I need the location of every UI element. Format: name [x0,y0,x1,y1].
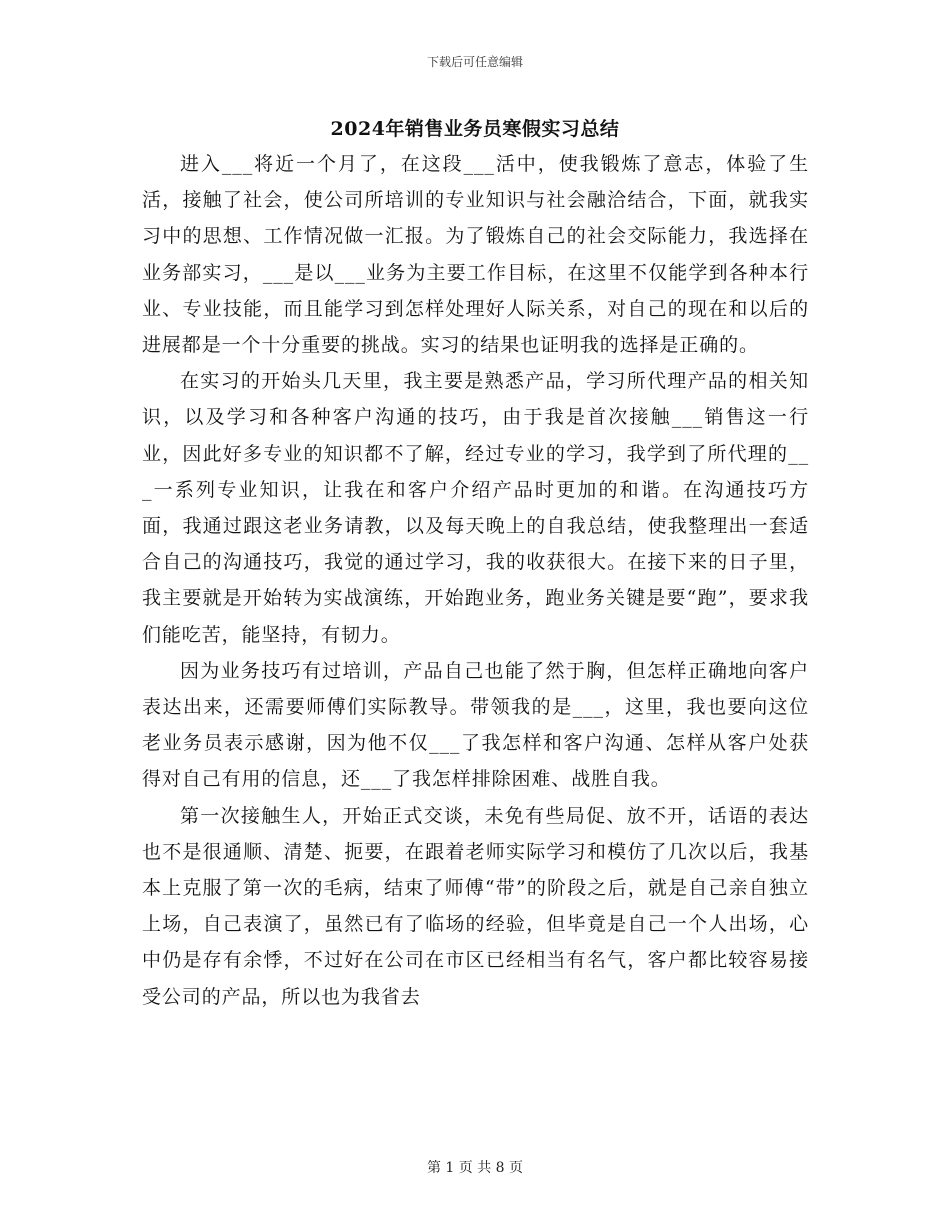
document-title: 2024年销售业务员寒假实习总结 [330,118,620,140]
paragraph-2: 在实习的开始头几天里，我主要是熟悉产品，学习所代理产品的相关知识，以及学习和各种客户沟通的技巧，由于我是首次接触___销售这一行业，因此好多专业的知识都不了解，经过专业的学习，我学到了所代理的___一系列专业知识，让我在和客户介绍产品时更加的和谐。在沟通技巧方面，我通过跟这老业务请教，以及每天晚上的自我总结，使我整理出一套适合自己的沟通技巧，我觉的通过学习，我的收获很大。在接下来的日子里，我主要就是开始转为实战演练，开始跑业务，跑业务关键是要“跑”，要求我们能吃苦，能坚持，有韧力。 [142,370,809,646]
paragraph-3: 因为业务技巧有过培训，产品自己也能了然于胸，但怎样正确地向客户表达出来，还需要师傅们实际教导。带领我的是___，这里，我也要向这位老业务员表示感谢，因为他不仅___了我怎样和客户沟通、怎样从客户处获得对自己有用的信息，还___了我怎样排除困难、战胜自我。 [142,659,809,791]
paragraph-4: 第一次接触生人，开始正式交谈，未免有些局促、放不开，话语的表达也不是很通顺、清楚、扼要，在跟着老师实际学习和模仿了几次以后，我基本上克服了第一次的毛病，结束了师傅“带”的阶段之后，就是自己亲自独立上场，自己表演了，虽然已有了临场的经验，但毕竟是自己一个人出场，心中仍是存有余悸，不过好在公司在市区已经相当有名气，客户都比较容易接受公司的产品，所以也为我省去 [142,804,809,1008]
document-body [142,146,809,1015]
page-indicator: 第 1 页 共 8 页 [426,1160,524,1176]
paragraph-1: 进入___将近一个月了，在这段___活中，使我锻炼了意志，体验了生活，接触了社会，使公司所培训的专业知识与社会融洽结合，下面，就我实习中的思想、工作情况做一汇报。为了锻炼自己的社会交际能力，我选择在业务部实习，___是以___业务为主要工作目标，在这里不仅能学到各种本行业、专业技能，而且能学习到怎样处理好人际关系，对自己的现在和以后的进展都是一个十分重要的挑战。实习的结果也证明我的选择是正确的。 [142,153,809,357]
header-note: 下载后可任意编辑 [426,55,523,69]
